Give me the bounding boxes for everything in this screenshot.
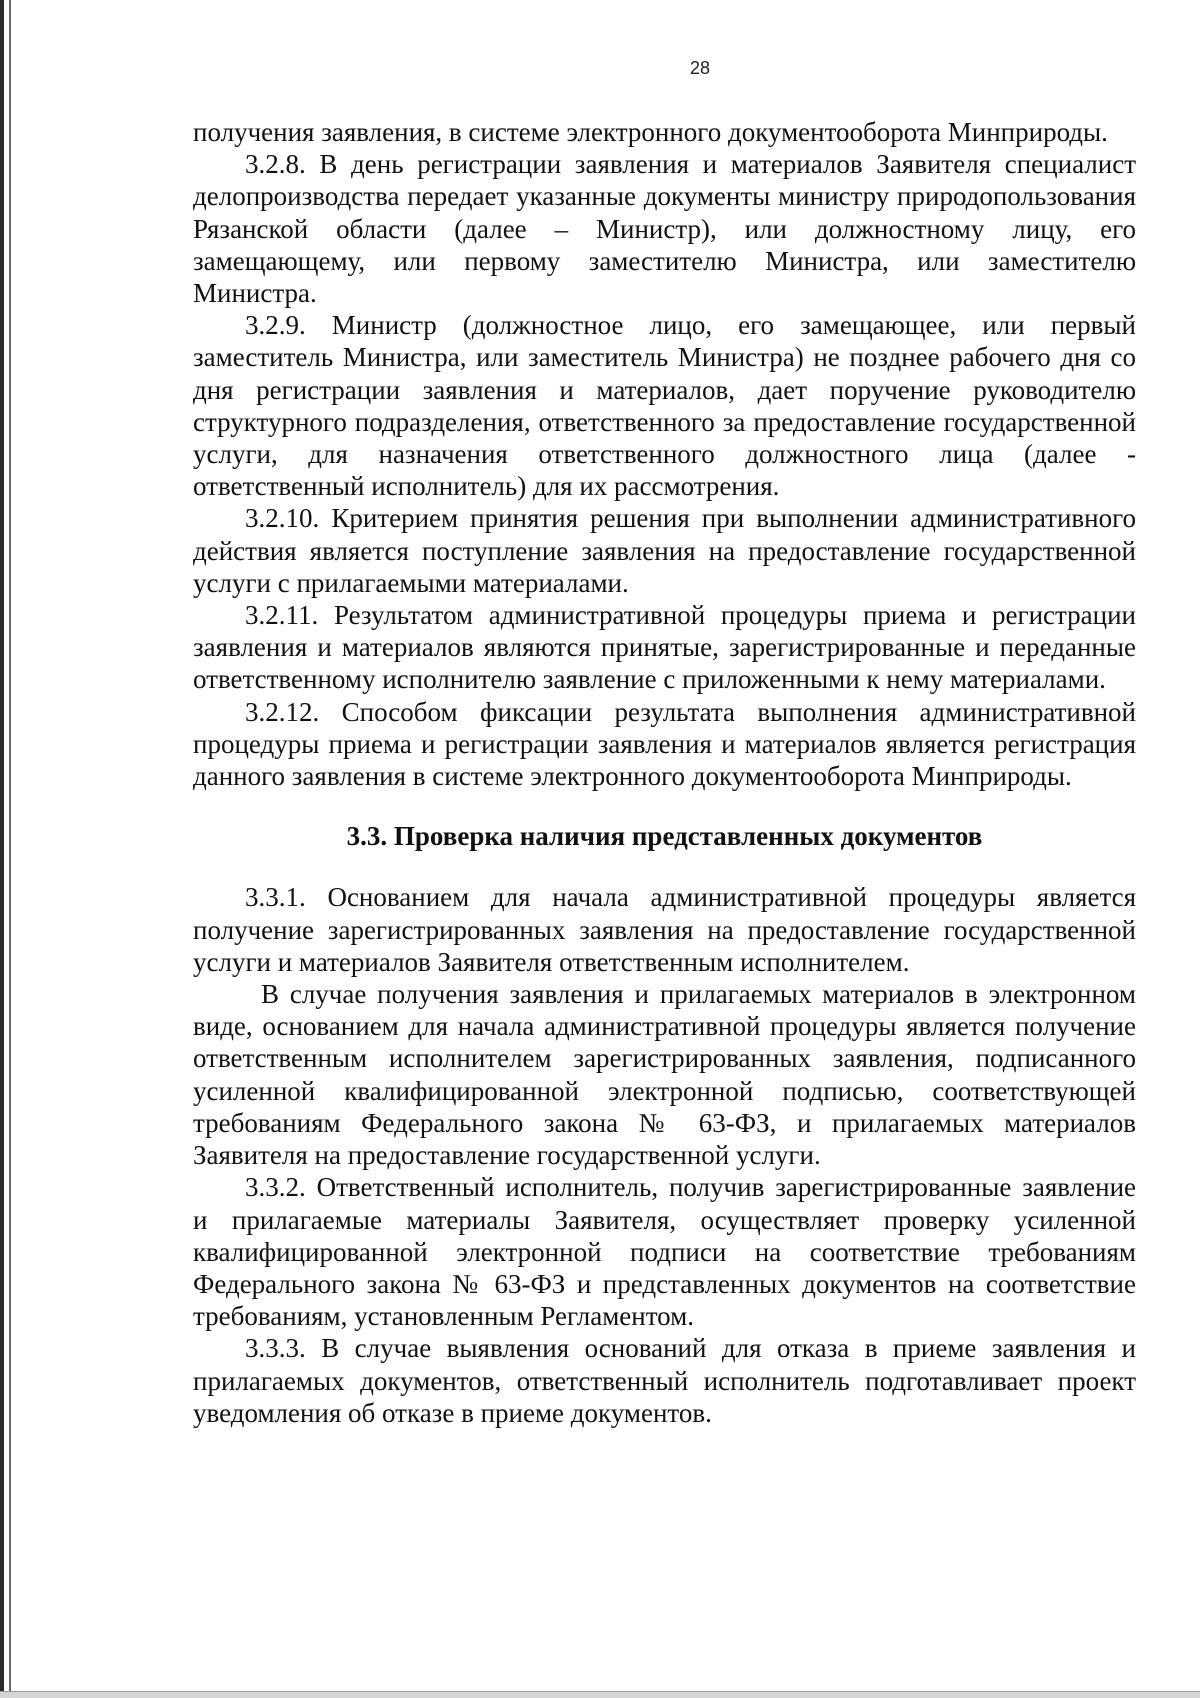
paragraph-3-2-10: 3.2.10. Критерием принятия решения при выполнении административного действия является поступление заявления на предоставление государственной услуги с прилагаемыми материалами. bbox=[193, 503, 1136, 598]
section-heading-3-3: 3.3. Проверка наличия представленных документов bbox=[346, 821, 983, 852]
paragraph-3-2-12: 3.2.12. Способом фиксации результата выполнения административной процедуры приема и регистрации заявления и материалов является регистрация данного заявления в системе электронного документооборота Минприроды. bbox=[193, 696, 1136, 792]
document-body bbox=[193, 116, 1136, 1429]
paragraph-electronic-submission: В случае получения заявления и прилагаемых материалов в электронном виде, основанием для начала административной процедуры является получение ответственным исполнителем зарегистрированных заявления, подписанного усиленной квалифицированной электронной подписью, соответствующей требованиям Федерального закона № 63-ФЗ, и прилагаемых материалов Заявителя на предоставление государственной услуги. bbox=[193, 979, 1136, 1171]
scan-left-border-inner bbox=[9, 0, 11, 1697]
paragraph-3-2-8: 3.2.8. В день регистрации заявления и материалов Заявителя специалист делопроизводства передает указанные документы министру природопользования Рязанской области (далее – Министр), или должностному лицу, его замещающему, или первому заместителю Министра, или заместителю Министра. bbox=[193, 149, 1136, 309]
page-number: 28 bbox=[689, 58, 711, 78]
paragraph-3-2-9: 3.2.9. Министр (должностное лицо, его замещающее, или первый заместитель Министра, или заместитель Министра) не позднее рабочего дня со дня регистрации заявления и материалов, дает поручение руководителю структурного подразделения, ответственного за предоставление государственной услуги, для назначения ответственного должностного лица (далее - ответственный исполнитель) для их рассмотрения. bbox=[193, 310, 1136, 502]
scan-left-border bbox=[0, 0, 4, 1697]
paragraph-3-3-3: 3.3.3. В случае выявления оснований для отказа в приеме заявления и прилагаемых документов, ответственный исполнитель подготавливает проект уведомления об отказе в приеме документов. bbox=[193, 1333, 1136, 1428]
paragraph-3-3-2: 3.3.2. Ответственный исполнитель, получив зарегистрированные заявление и прилагаемые материалы Заявителя, осуществляет проверку усиленной квалифицированной электронной подписи на соответствие требованиям Федерального закона № 63-ФЗ и представленных документов на соответствие требованиям, установленным Регламентом. bbox=[193, 1172, 1136, 1332]
paragraph-continuation: получения заявления, в системе электронного документооборота Минприроды. bbox=[193, 117, 1108, 147]
paragraph-3-3-1: 3.3.1. Основанием для начала административной процедуры является получение зарегистрированных заявления на предоставление государственной услуги и материалов Заявителя ответственным исполнителем. bbox=[193, 882, 1136, 977]
paragraph-3-2-11: 3.2.11. Результатом административной процедуры приема и регистрации заявления и материалов являются принятые, зарегистрированные и переданные ответственному исполнителю заявление с приложенными к нему материалами. bbox=[193, 600, 1136, 695]
